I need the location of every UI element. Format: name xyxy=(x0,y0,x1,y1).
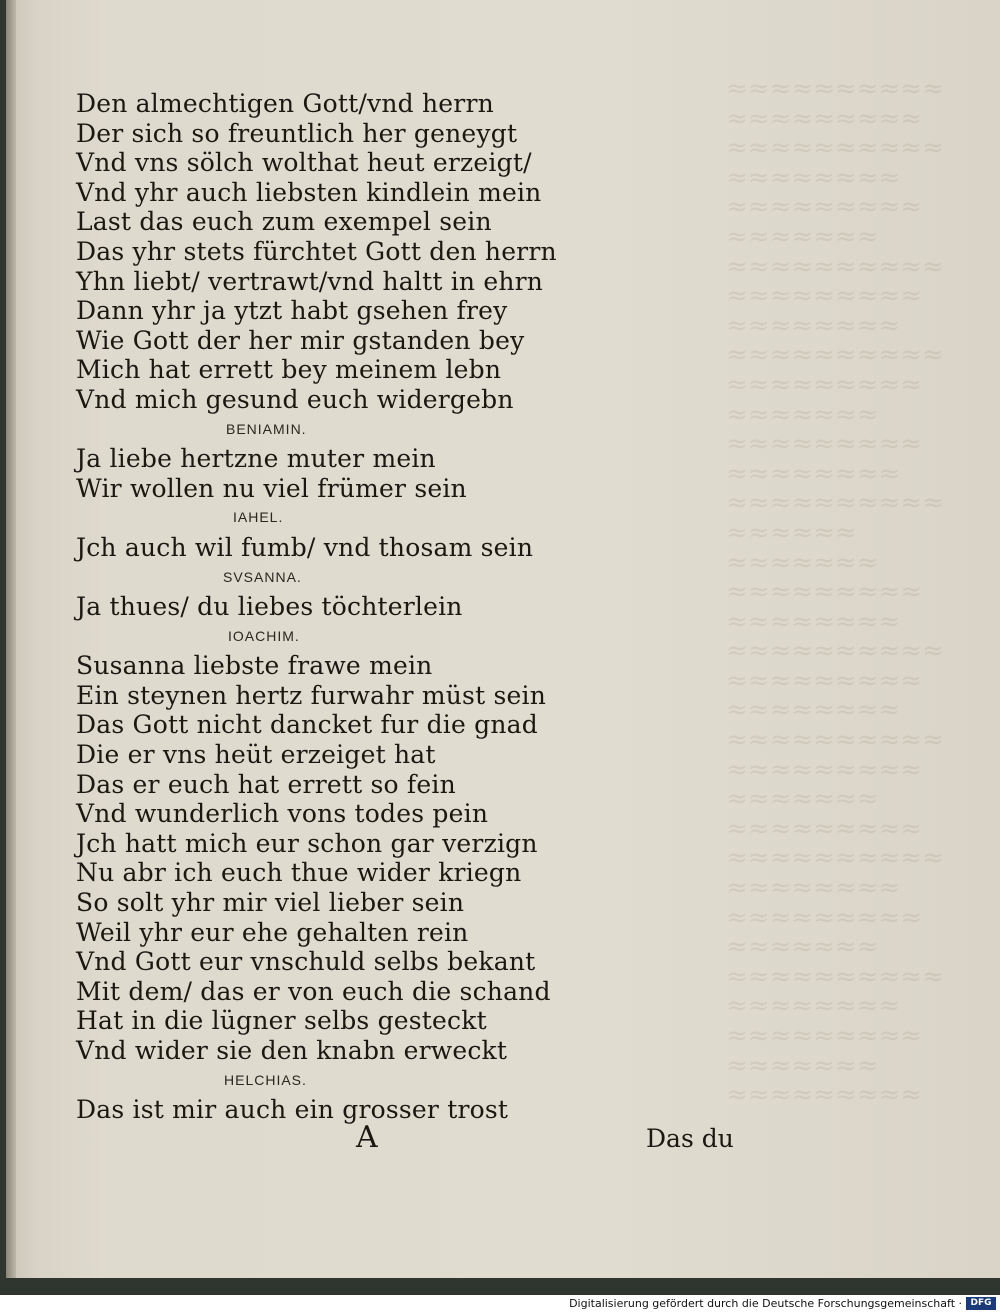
verse-line: Yhn liebt/ vertrawt/vnd haltt in ehrn xyxy=(76,266,544,296)
verse-line: Vnd wunderlich vons todes pein xyxy=(76,799,489,829)
verse-line: Nu abr ich euch thue wider kriegn xyxy=(76,858,522,888)
catchword: Das du xyxy=(646,1124,734,1153)
verse-line: Der sich so freuntlich her geneygt xyxy=(76,118,518,148)
funding-credit: Digitalisierung gefördert durch die Deutsche Forschungsgemeinschaft · xyxy=(569,1297,962,1310)
speaker-heading: IAHEL. xyxy=(233,509,284,526)
verse-line: Susanna liebste frawe mein xyxy=(76,651,433,681)
verse-line: Mit dem/ das er von euch die schand xyxy=(76,976,551,1006)
verse-line: Die er vns heüt erzeiget hat xyxy=(76,740,436,770)
verse-line: Das yhr stets fürchtet Gott den herrn xyxy=(76,236,557,266)
speaker-heading: HELCHIAS. xyxy=(224,1071,307,1088)
footer-bar xyxy=(0,1295,1000,1313)
verse-line: Ein steynen hertz furwahr müst sein xyxy=(76,680,547,710)
verse-line: Vnd mich gesund euch widergebn xyxy=(76,384,514,414)
verse-line: Vnd vns sölch wolthat heut erzeigt/ xyxy=(76,148,532,178)
verse-line: So solt yhr mir viel lieber sein xyxy=(76,888,465,918)
verse-line: Den almechtigen Gott/vnd herrn xyxy=(76,89,494,118)
verse-line: Ja liebe hertzne muter mein xyxy=(76,444,436,474)
verse-line: Das Gott nicht dancket fur die gnad xyxy=(76,710,538,740)
signature-mark: A xyxy=(356,1120,378,1155)
verse-line: Last das euch zum exempel sein xyxy=(76,207,492,237)
verse-line: Weil yhr eur ehe gehalten rein xyxy=(76,917,469,947)
verse-line: Das er euch hat errett so fein xyxy=(76,769,456,799)
verse-line: Jch hatt mich eur schon gar verzign xyxy=(76,828,538,858)
page-spine-shadow xyxy=(6,0,16,1278)
verse-line: Jch auch wil fumb/ vnd thosam sein xyxy=(76,532,534,562)
verse-line: Ja thues/ du liebes töchterlein xyxy=(76,592,463,622)
show-through-bleed: ≈≈≈≈≈≈≈≈≈≈ ≈≈≈≈≈≈≈≈≈ ≈≈≈≈≈≈≈≈≈≈ ≈≈≈≈≈≈≈≈ ≈≈≈≈≈≈≈≈≈ ≈≈≈≈≈≈≈ ≈≈≈≈≈≈≈≈≈≈ ≈≈≈≈≈≈≈≈≈ ≈≈≈≈≈≈≈≈ ≈≈≈≈≈≈≈≈≈≈ ≈≈≈≈≈≈≈≈≈ ≈≈≈≈≈≈≈ ≈≈≈≈≈≈≈≈≈ ≈≈≈≈≈≈≈≈ ≈≈≈≈≈≈≈≈≈≈ ≈≈≈≈≈≈ ≈≈≈≈≈≈≈ ≈≈≈≈≈≈≈≈≈ ≈≈≈≈≈≈≈≈ ≈≈≈≈≈≈≈≈≈≈ ≈≈≈≈≈≈≈≈≈ ≈≈≈≈≈≈≈≈ ≈≈≈≈≈≈≈≈≈≈ ≈≈≈≈≈≈≈≈≈ ≈≈≈≈≈≈≈ ≈≈≈≈≈≈≈≈≈ ≈≈≈≈≈≈≈≈≈≈ ≈≈≈≈≈≈≈≈ ≈≈≈≈≈≈≈≈≈ ≈≈≈≈≈≈≈ ≈≈≈≈≈≈≈≈≈≈ ≈≈≈≈≈≈≈≈ ≈≈≈≈≈≈≈≈≈ ≈≈≈≈≈≈≈ ≈≈≈≈≈≈≈≈≈ xyxy=(726,75,944,1111)
verse-text-block xyxy=(76,89,716,1125)
speaker-heading: IOACHIM. xyxy=(228,627,300,644)
verse-line: Wir wollen nu viel frümer sein xyxy=(76,473,467,503)
book-page xyxy=(6,0,1000,1278)
verse-line: Vnd wider sie den knabn erweckt xyxy=(76,1036,508,1065)
speaker-heading: SVSANNA. xyxy=(223,568,302,585)
verse-line: Hat in die lügner selbs gesteckt xyxy=(76,1006,487,1036)
verse-line: Dann yhr ja ytzt habt gsehen frey xyxy=(76,296,508,326)
speaker-heading: BENIAMIN. xyxy=(226,420,307,437)
verse-line: Vnd yhr auch liebsten kindlein mein xyxy=(76,177,542,207)
verse-line: Mich hat errett bey meinem lebn xyxy=(76,355,502,385)
verse-line: Wie Gott der her mir gstanden bey xyxy=(76,325,525,355)
verse-line: Vnd Gott eur vnschuld selbs bekant xyxy=(76,947,536,977)
verse-line: Das ist mir auch ein grosser trost xyxy=(76,1095,509,1125)
dfg-logo-icon: DFG xyxy=(966,1297,996,1310)
